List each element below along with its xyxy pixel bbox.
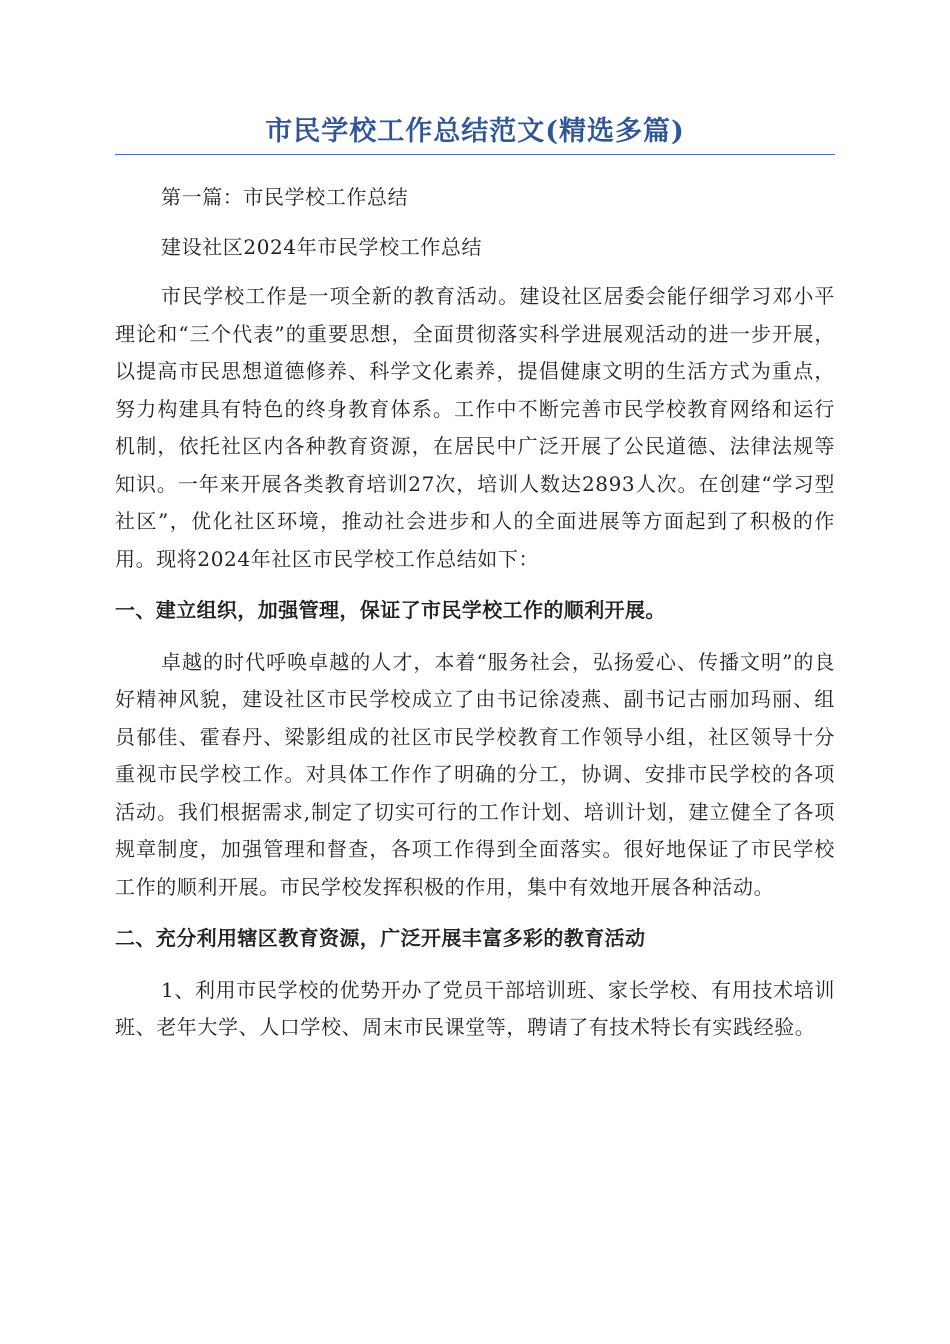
section-heading-2: 二、充分利用辖区教育资源，广泛开展丰富多彩的教育活动 <box>115 926 646 950</box>
document-page <box>115 112 835 1047</box>
document-subtitle: 建设社区2024年市民学校工作总结 <box>161 234 483 259</box>
paragraph-2: 1、利用市民学校的优势开办了党员干部培训班、家长学校、有用技术培训班、老年大学、人口学校、周末市民课堂等，聘请了有技术特长有实践经验。 <box>115 977 835 1039</box>
paragraph-1: 卓越的时代呼唤卓越的人才，本着“服务社会，弘扬爱心、传播文明”的良好精神风貌，建设社区市民学校成立了由书记徐凌燕、副书记古丽加玛丽、组员郁佳、霍春丹、梁影组成的社区市民学校教育工作领导小组，社区领导十分重视市民学校工作。对具体工作作了明确的分工，协调、安排市民学校的各项活动。我们根据需求,制定了切实可行的工作计划、培训计划，建立健全了各项规章制度，加强管理和督查，各项工作得到全面落实。很好地保证了市民学校工作的顺利开展。市民学校发挥积极的作用，集中有效地开展各种活动。 <box>115 649 835 899</box>
document-title: 市民学校工作总结范文(精选多篇) <box>115 112 835 155</box>
intro-paragraph: 市民学校工作是一项全新的教育活动。建设社区居委会能仔细学习邓小平理论和“三个代表”的重要思想，全面贯彻落实科学进展观活动的进一步开展，以提高市民思想道德修养、科学文化素养，提倡健康文明的生活方式为重点，努力构建具有特色的终身教育体系。工作中不断完善市民学校教育网络和运行机制，依托社区内各种教育资源，在居民中广泛开展了公民道德、法律法规等知识。一年来开展各类教育培训27次，培训人数达2893人次。在创建“学习型社区”，优化社区环境，推动社会进步和人的全面进展等方面起到了积极的作用。现将2024年社区市民学校工作总结如下： <box>115 284 835 571</box>
section-heading-1: 一、建立组织，加强管理，保证了市民学校工作的顺利开展。 <box>115 598 666 622</box>
section-label: 第一篇：市民学校工作总结 <box>161 185 409 209</box>
